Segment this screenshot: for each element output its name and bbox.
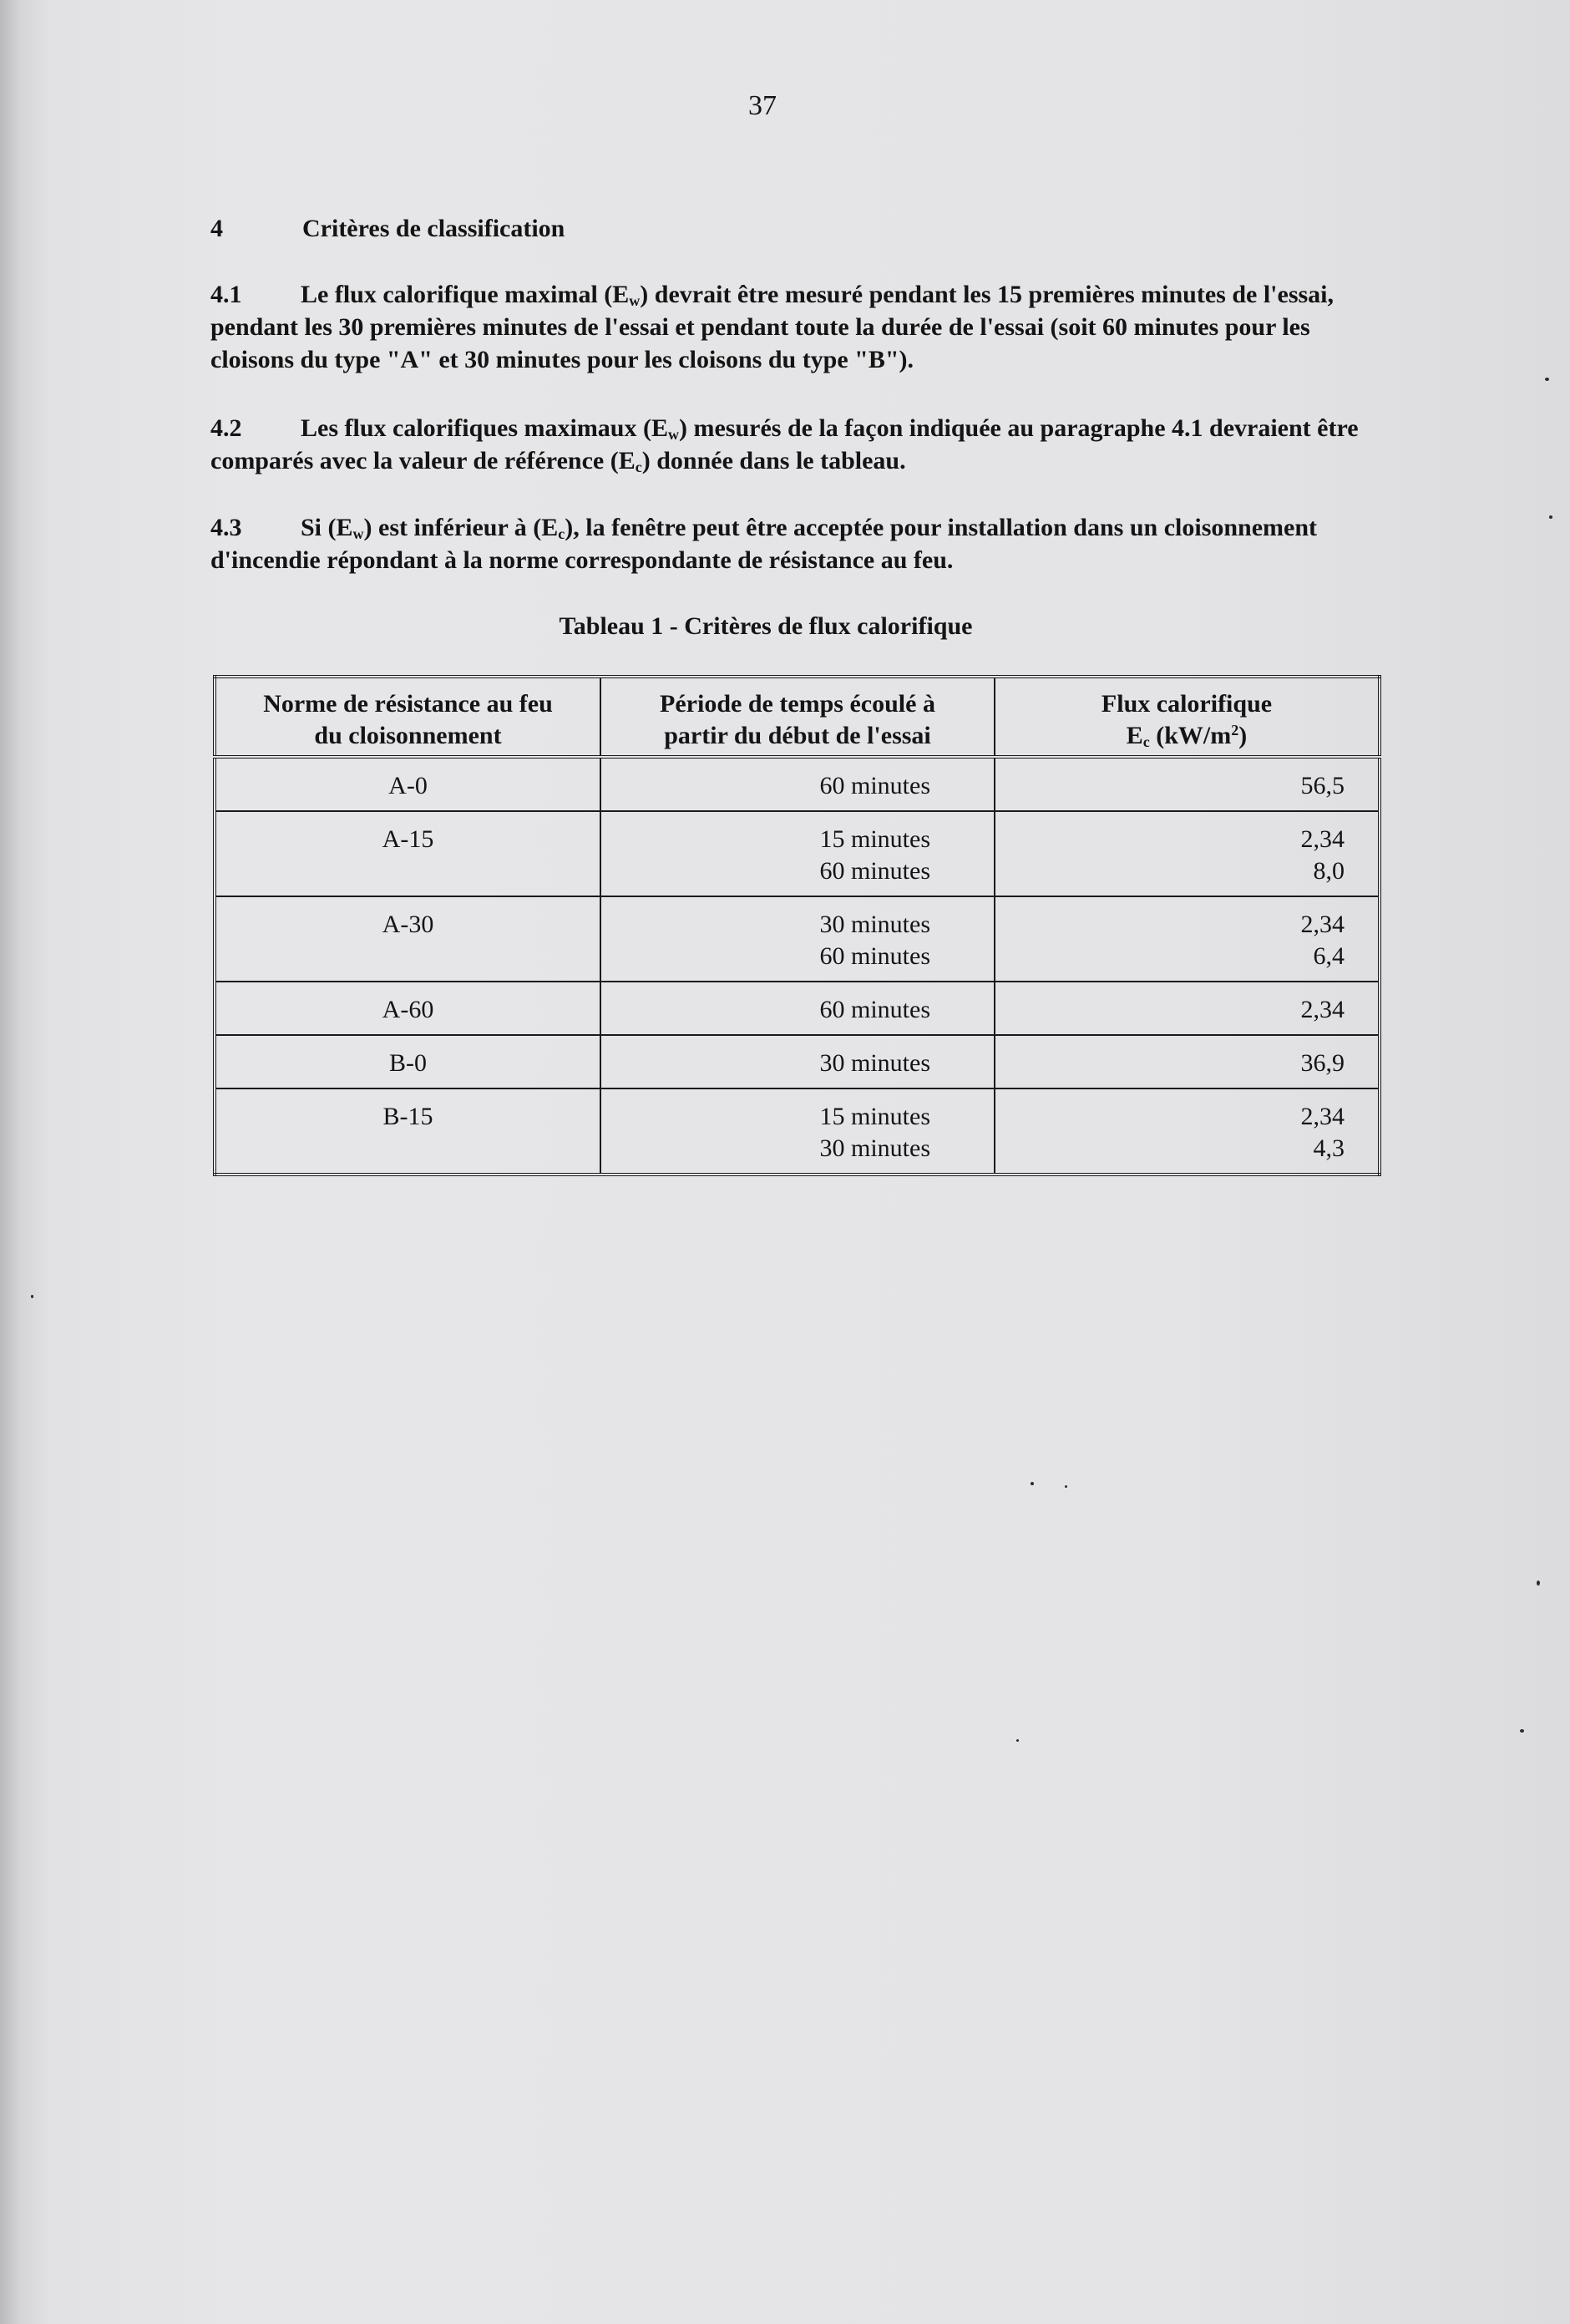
cell-standard: A-30 — [215, 896, 600, 982]
paragraph-4-2 — [210, 412, 1380, 477]
table-row — [215, 982, 1380, 1035]
scan-speck — [1031, 1482, 1034, 1485]
table-row — [215, 896, 1380, 982]
cell-standard: B-15 — [215, 1088, 600, 1175]
subscript: c — [635, 459, 642, 475]
section-title: Critères de classification — [302, 215, 565, 242]
cell-duration: 15 minutes 60 minutes — [600, 811, 995, 896]
table-row — [215, 757, 1380, 811]
cell-standard: B-0 — [215, 1035, 600, 1088]
cell-standard: A-0 — [215, 757, 600, 811]
subscript: w — [352, 525, 364, 542]
cell-duration: 15 minutes 30 minutes — [600, 1088, 995, 1175]
header-elapsed-time: Période de temps écoulé à partir du début de l'essai — [600, 677, 995, 757]
table-header-row — [215, 677, 1380, 757]
table-row — [215, 1088, 1380, 1175]
table-title: Tableau 1 - Critères de flux calorifique — [559, 612, 973, 640]
paragraph-4-3 — [210, 511, 1380, 576]
subscript: c — [558, 525, 565, 542]
paragraph-number: 4.3 — [210, 514, 242, 541]
scan-speck — [1537, 1581, 1540, 1586]
cell-flux: 36,9 — [995, 1035, 1380, 1088]
cell-duration: 30 minutes 60 minutes — [600, 896, 995, 982]
paragraph-text: ) mesurés de la façon indiquée au paragraphe 4.1 devraient être comparés avec la valeur de référence (E — [210, 414, 1359, 474]
cell-duration: 60 minutes — [600, 982, 995, 1035]
section-heading — [210, 215, 565, 243]
cell-flux: 56,5 — [995, 757, 1380, 811]
header-heat-flux: Flux calorifique $E_c$ $(kW/m^2)$ — [995, 677, 1380, 757]
cell-duration: 30 minutes — [600, 1035, 995, 1088]
table-row — [215, 811, 1380, 896]
scan-speck — [1065, 1485, 1067, 1488]
paragraph-text: ) est inférieur à (E — [363, 514, 559, 541]
heat-flux-criteria-table — [213, 675, 1381, 1176]
paragraph-text: ), la fenêtre peut être acceptée pour installation dans un cloisonnement d'incendie répondant à la norme correspondante de résistance au feu. — [210, 514, 1318, 574]
cell-flux: 2,34 8,0 — [995, 811, 1380, 896]
paragraph-text: Les flux calorifiques maximaux (E — [301, 414, 668, 442]
paragraph-text: ) devrait être mesuré pendant les 15 premières minutes de l'essai, pendant les 30 premières minutes de l'essai et pendant toute la durée de l'essai (soit 60 minutes pour les cloisons du type "A" et 30 minutes pour les cloisons du type "B"). — [210, 281, 1334, 373]
scan-speck — [1016, 1739, 1019, 1742]
paragraph-text: Le flux calorifique maximal (E — [301, 281, 630, 308]
scan-speck — [1545, 378, 1549, 381]
scan-speck — [1520, 1729, 1524, 1733]
cell-duration: 60 minutes — [600, 757, 995, 811]
section-number: 4 — [210, 215, 223, 242]
paragraph-number: 4.2 — [210, 414, 242, 442]
cell-standard: A-60 — [215, 982, 600, 1035]
scan-speck — [31, 1295, 33, 1298]
page-number: 37 — [748, 90, 777, 121]
subscript: w — [668, 426, 679, 443]
paragraph-number: 4.1 — [210, 281, 242, 308]
header-fire-standard: Norme de résistance au feu du cloisonnement — [215, 677, 600, 757]
subscript: w — [629, 292, 641, 309]
cell-flux: 2,34 — [995, 982, 1380, 1035]
scan-speck — [1549, 515, 1552, 519]
cell-flux: 2,34 4,3 — [995, 1088, 1380, 1175]
cell-standard: A-15 — [215, 811, 600, 896]
paragraph-4-1 — [210, 278, 1380, 376]
paragraph-text: Si (E — [301, 514, 353, 541]
cell-flux: 2,34 6,4 — [995, 896, 1380, 982]
paragraph-text: ) donnée dans le tableau. — [641, 447, 906, 474]
table-row — [215, 1035, 1380, 1088]
